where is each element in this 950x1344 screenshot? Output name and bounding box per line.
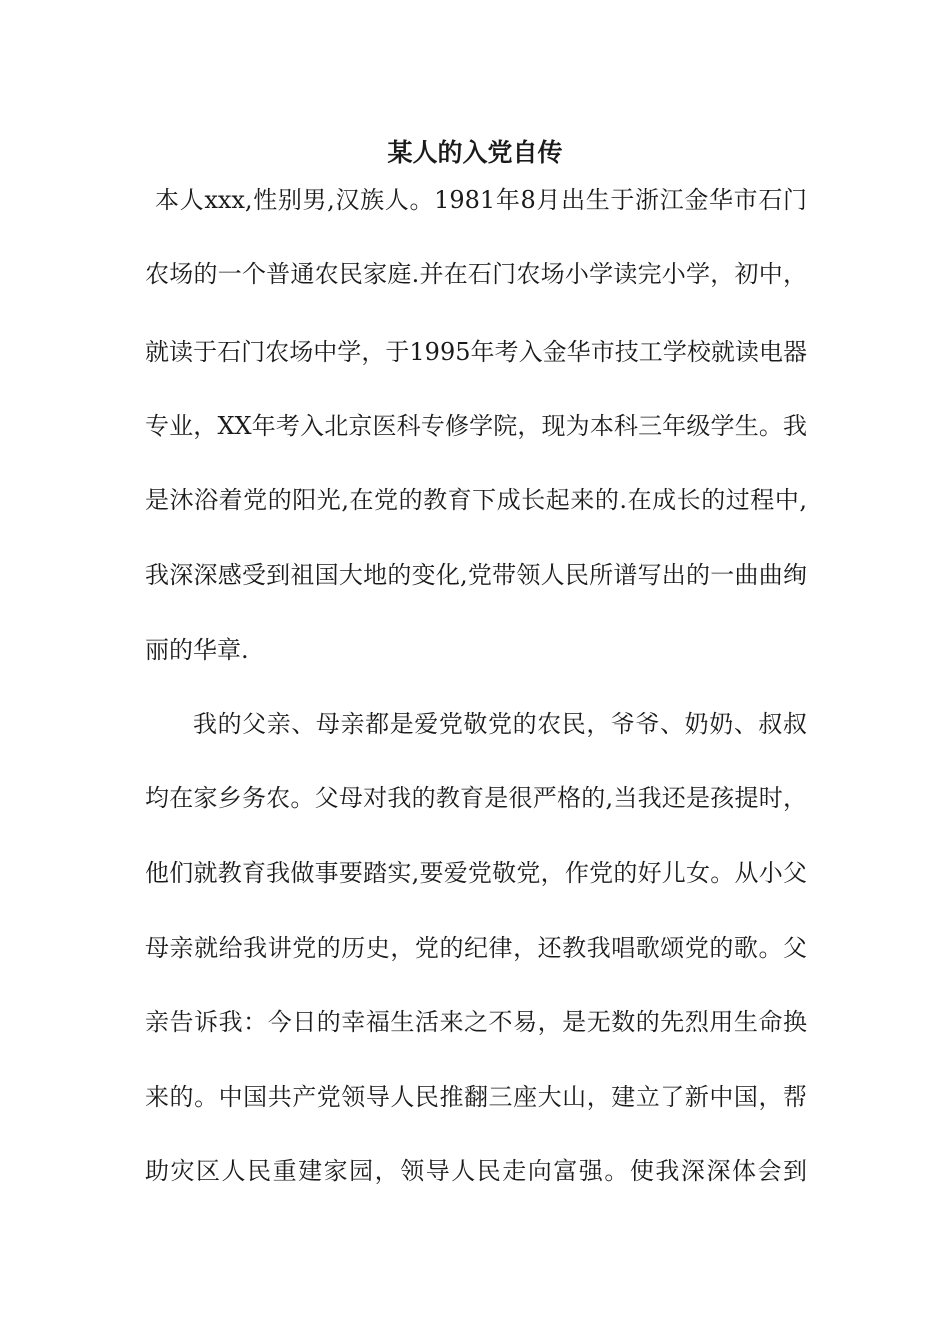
paragraph-line-3: 就读于石门农场中学，于1995年考入金华市技工学校就读电器 <box>145 338 807 366</box>
paragraph-line-5: 是沐浴着党的阳光,在党的教育下成长起来的.在成长的过程中, <box>145 486 807 514</box>
paragraph-line-8: 我的父亲、母亲都是爱党敬党的农民，爷爷、奶奶、叔叔 <box>193 710 807 738</box>
document-title: 某人的入党自传 <box>387 138 563 167</box>
paragraph-line-4: 专业，XX年考入北京医科专修学院，现为本科三年级学生。我 <box>145 412 807 440</box>
paragraph-line-9: 均在家乡务农。父母对我的教育是很严格的,当我还是孩提时， <box>145 784 807 812</box>
paragraph-line-1: 本人xxx,性别男,汉族人。1981年8月出生于浙江金华市石门 <box>155 186 807 214</box>
paragraph-line-14: 助灾区人民重建家园，领导人民走向富强。使我深深体会到 <box>145 1157 807 1185</box>
paragraph-line-11: 母亲就给我讲党的历史，党的纪律，还教我唱歌颂党的歌。父 <box>145 934 807 962</box>
paragraph-line-6: 我深深感受到祖国大地的变化,党带领人民所谱写出的一曲曲绚 <box>145 561 807 589</box>
paragraph-line-10: 他们就教育我做事要踏实,要爱党敬党，作党的好儿女。从小父 <box>145 859 807 887</box>
paragraph-line-7: 丽的华章. <box>145 636 249 664</box>
paragraph-line-13: 来的。中国共产党领导人民推翻三座大山，建立了新中国，帮 <box>145 1083 807 1111</box>
paragraph-line-2: 农场的一个普通农民家庭.并在石门农场小学读完小学，初中， <box>145 260 807 288</box>
paragraph-line-12: 亲告诉我：今日的幸福生活来之不易，是无数的先烈用生命换 <box>145 1008 807 1036</box>
